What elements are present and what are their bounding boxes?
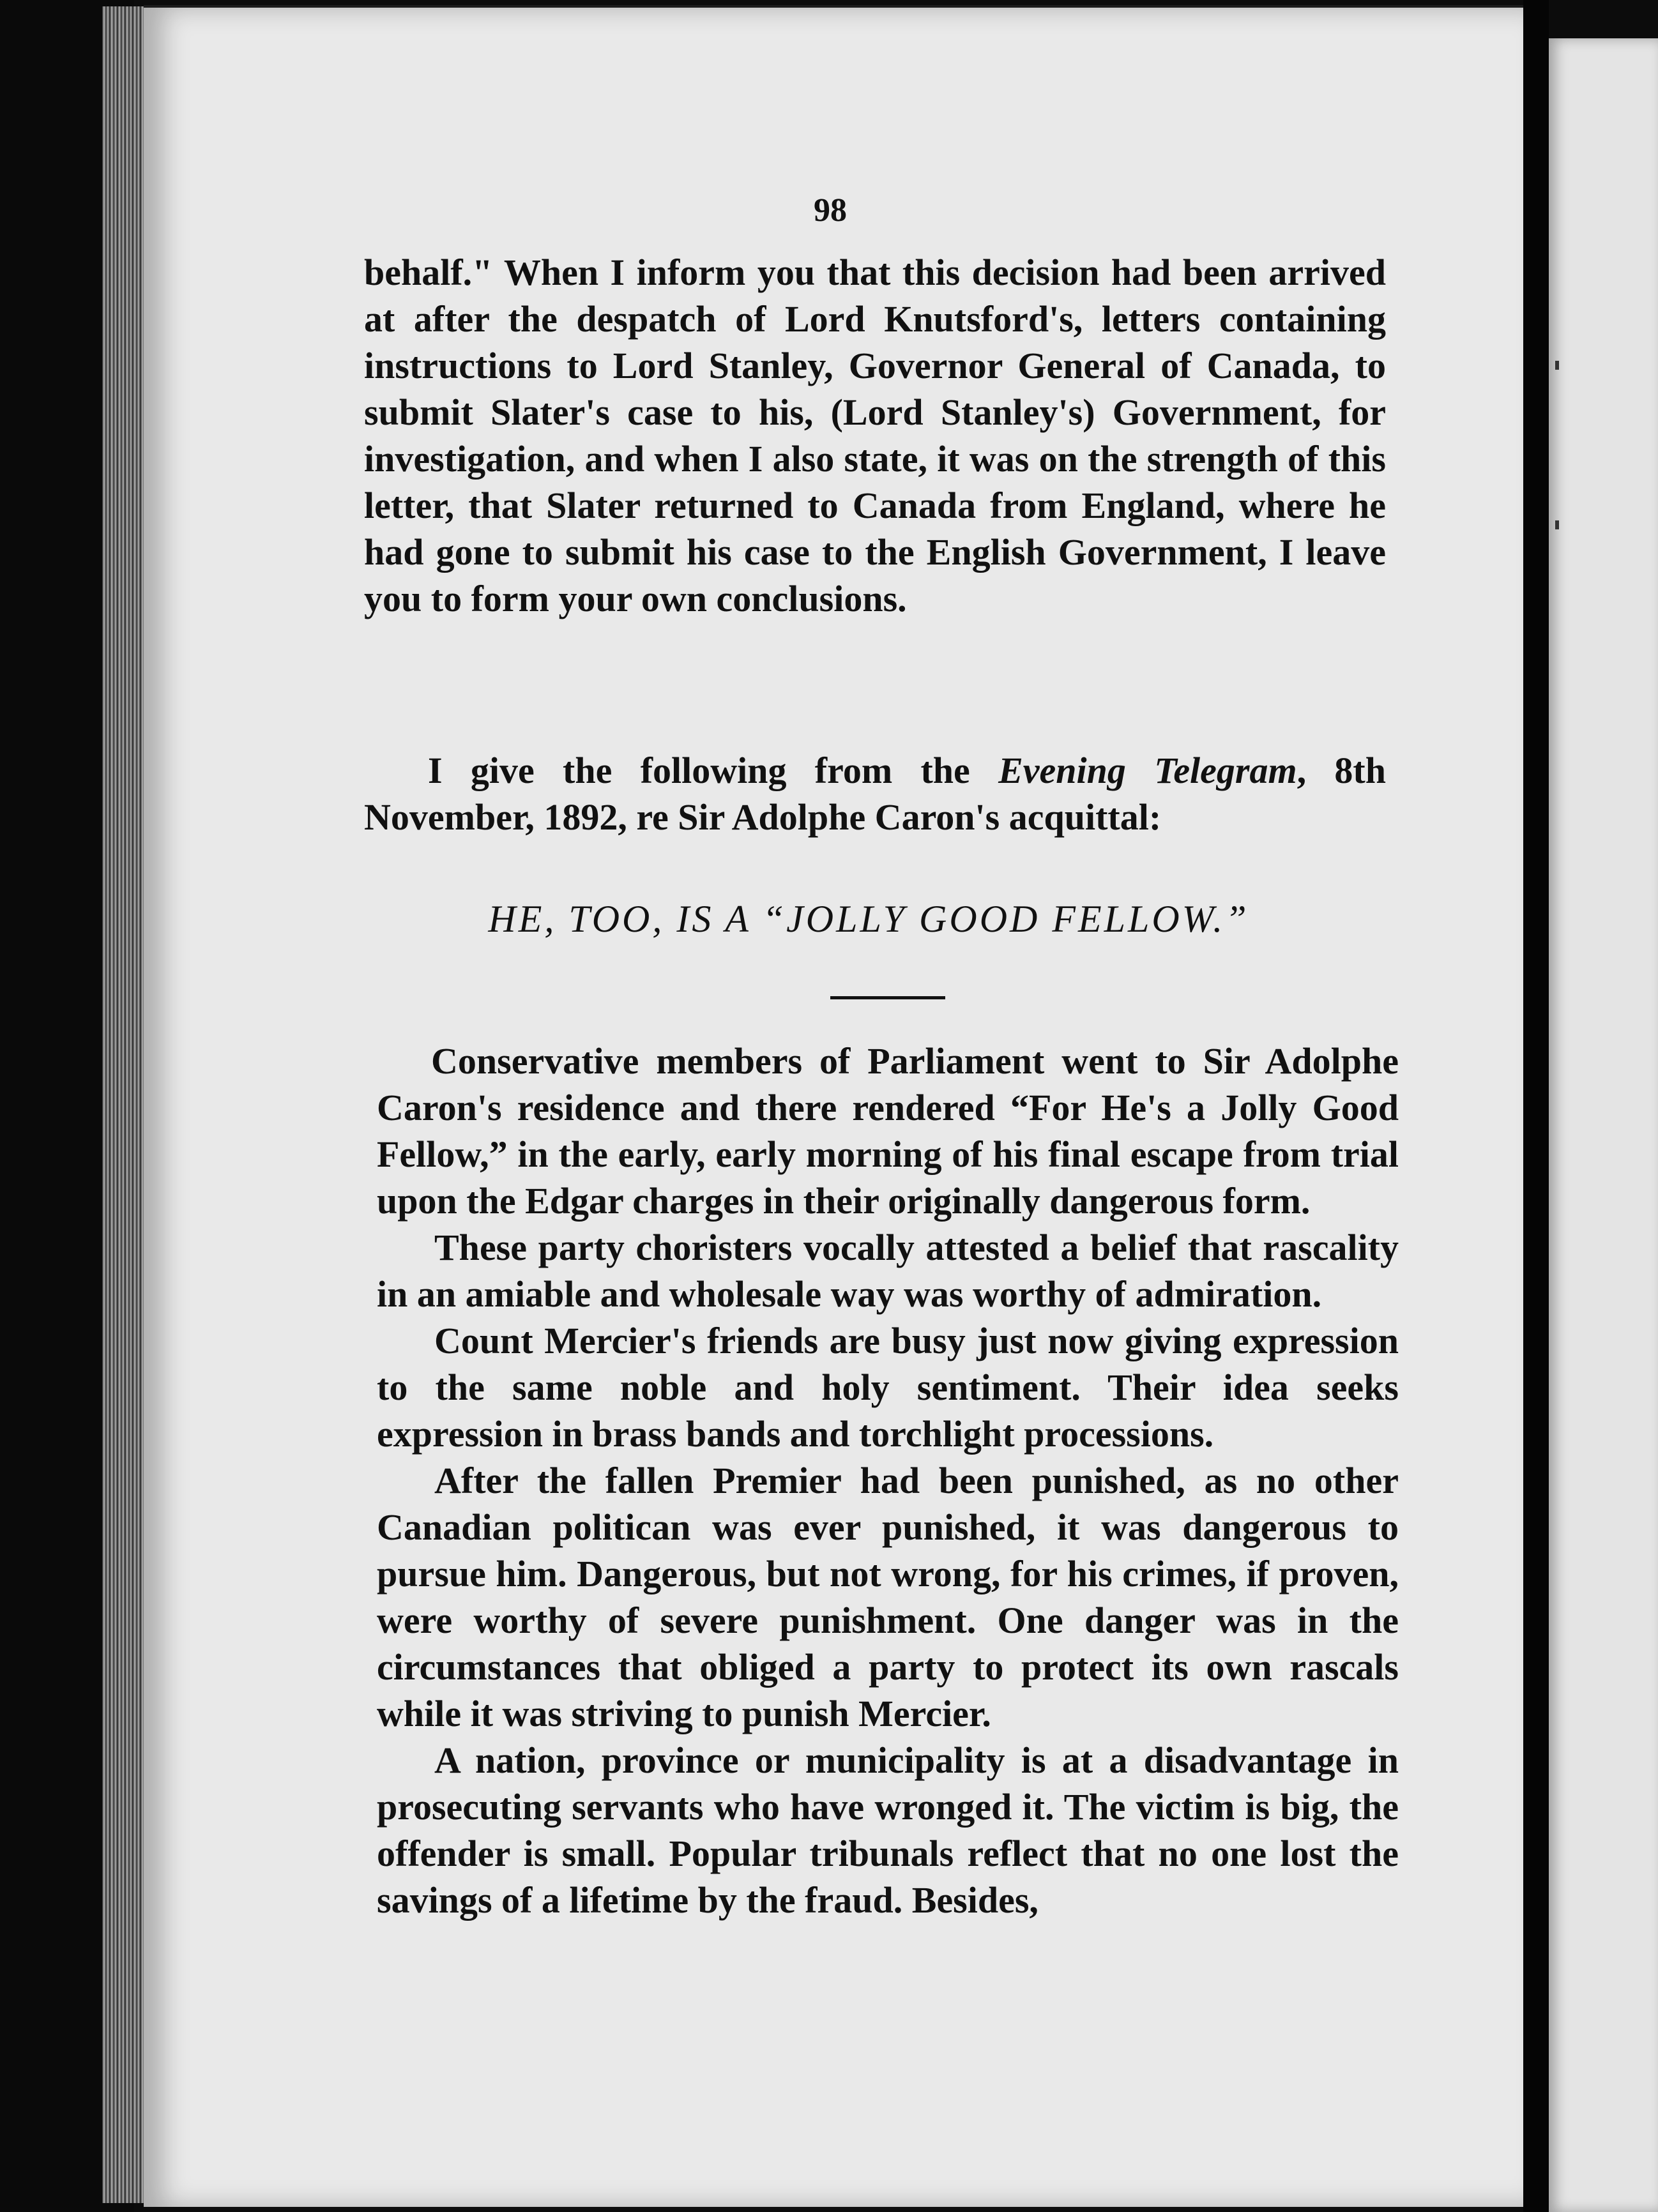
article-paragraph: After the fallen Premier had been punished, as no other Canadian politican was ever punished, it was dangerous to pursue him. Dangerous, but not wrong, for his crimes, if proven, were worthy of severe punishment. One danger was in the circumstances that obliged a party to protect its own rascals while it was striving to punish Mercier. bbox=[377, 1460, 1399, 1734]
facing-page-mark bbox=[1555, 520, 1559, 529]
article-paragraph: These party choristers vocally attested a belief that rascality in an amiable and wholesale way was worthy of admiration. bbox=[377, 1227, 1399, 1315]
headline-rule bbox=[830, 996, 945, 999]
article-paragraph: A nation, province or municipality is at a disadvantage in prosecuting servants who have wronged it. The victim is big, the offender is small. Popular tribunals reflect that no one lost the savings of a lifetime by the fraud. Besides, bbox=[377, 1739, 1399, 1921]
book-gutter bbox=[1523, 0, 1549, 2212]
publication-title: Evening Telegram bbox=[998, 750, 1297, 791]
facing-page-mark bbox=[1555, 361, 1559, 370]
page-number: 98 bbox=[814, 192, 847, 229]
article-headline: HE, TOO, IS A “JOLLY GOOD FELLOW.” bbox=[488, 898, 1249, 940]
intro-before: I give the following from the bbox=[428, 750, 999, 791]
facing-page-edge bbox=[1549, 38, 1658, 2212]
article-body bbox=[377, 1038, 1399, 1923]
paragraph-continuation: behalf." When I inform you that this decision had been arrived at after the despatch of Lord Knutsford's, letters containing instructions to Lord Stanley, Governor General of Canada, to submit Slater's case to his, (Lord Stanley's) Government, for investigation, and when I also state, it was on the strength of this letter, that Slater returned to Canada from England, where he had gone to submit his case to the English Government, I leave you to form your own conclusions. bbox=[364, 252, 1386, 619]
intro-after: , 8th November, 1892, re Sir Adolphe Caron's acquittal: bbox=[364, 750, 1386, 838]
article-paragraph: Count Mercier's friends are busy just now giving expression to the same noble and holy sentiment. Their idea seeks expression in brass bands and torchlight processions. bbox=[377, 1320, 1399, 1455]
article-paragraph: Conservative members of Parliament went to Sir Adolphe Caron's residence and there rendered “For He's a Jolly Good Fellow,” in the early, early morning of his final escape from trial upon the Edgar charges in their originally dangerous form. bbox=[377, 1040, 1399, 1222]
paragraph-intro bbox=[364, 747, 1386, 840]
